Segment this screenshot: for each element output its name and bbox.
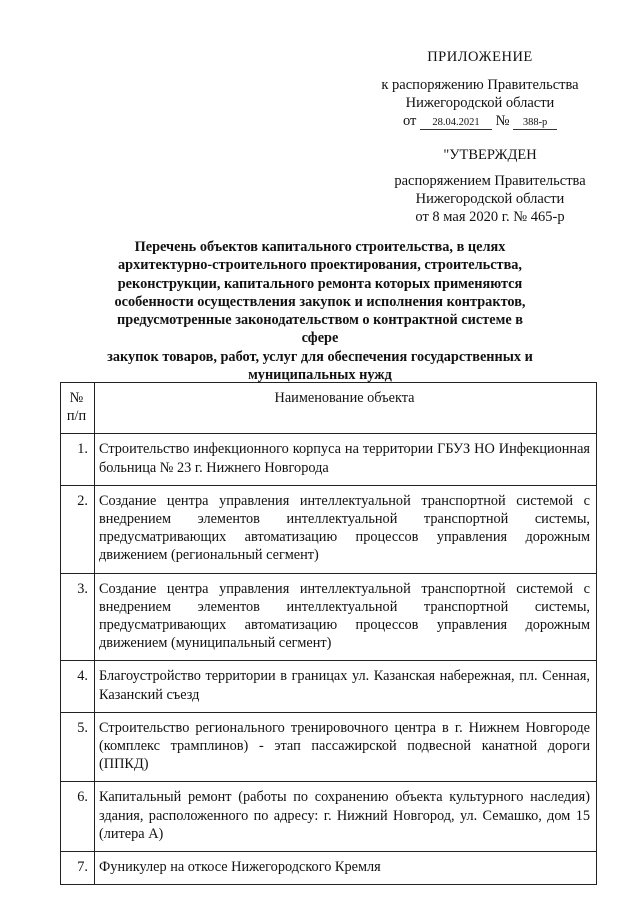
row-object-name: Строительство регионального тренировочного центра в г. Нижнем Новгороде (комплекс трамплинов) - этап пассажирской подвесной канатной дороги (ППКД) [95,712,597,782]
heading-line: Перечень объектов капитального строительства, в целях [134,239,506,255]
row-object-name: Благоустройство территории в границах ул. Казанская набережная, пл. Сенная, Казанский съезд [95,661,597,712]
table-row [61,485,597,573]
approved-line-3: от 8 мая 2020 г. № 465-р [415,209,565,225]
header-object-name: Наименование объекта [95,383,597,434]
row-object-name: Строительство инфекционного корпуса на территории ГБУЗ НО Инфекционная больница № 23 г. Нижнего Новгорода [95,434,597,485]
row-number: 4. [61,661,95,712]
row-number: 6. [61,782,95,852]
row-number: 2. [61,485,95,573]
number-label: № [495,113,510,129]
heading-line: реконструкции, капитального ремонта которых применяются [117,275,523,292]
heading-line: предусмотренные законодательством о контрактной системе в сфере [117,312,523,347]
approved-block [360,146,620,226]
order-date-field: 28.04.2021 [420,117,492,130]
order-number-field: 388-р [513,117,557,130]
row-number: 1. [61,434,95,485]
header-number-line-1: № [69,390,84,406]
appendix-order-line [330,112,630,130]
row-object-name: Фуникулер на откосе Нижегородского Кремля [95,852,597,885]
table-row [61,573,597,661]
heading-line: закупок товаров, работ, услуг для обеспечения государственных и [107,348,533,365]
row-object-name: Капитальный ремонт (работы по сохранению объекта культурного наследия) здания, расположенного по адресу: г. Нижний Новгород, ул. Семашко, дом 15 (литера А) [95,782,597,852]
appendix-title: ПРИЛОЖЕНИЕ [427,49,533,65]
appendix-line-2: Нижегородской области [405,95,555,111]
table-row [61,434,597,485]
row-object-name: Создание центра управления интеллектуальной транспортной системой с внедрением элементов интеллектуальной транспортной системы, предусматривающих автоматизацию процессов управления дорожным движением (муниципальный сегмент) [95,573,597,661]
from-label: от [402,113,417,129]
objects-table [60,382,597,885]
row-number: 7. [61,852,95,885]
approved-line-1: распоряжением Правительства [394,173,586,189]
approved-line-2: Нижегородской области [415,191,565,207]
table-row [61,782,597,852]
row-number: 3. [61,573,95,661]
table-row [61,712,597,782]
appendix-line-1: к распоряжению Правительства [381,77,579,93]
table-row [61,661,597,712]
heading-line: муниципальных нужд [248,367,392,384]
appendix-block [330,48,630,130]
approved-title: "УТВЕРЖДЕН [443,147,537,163]
heading-line: архитектурно-строительного проектирования, строительства, [117,257,523,274]
heading-line: особенности осуществления закупок и исполнения контрактов, [114,293,526,310]
table-row [61,852,597,885]
row-object-name: Создание центра управления интеллектуальной транспортной системой с внедрением элементов интеллектуальной транспортной системы, предусматривающих автоматизацию процессов управления дорожным движением (региональный сегмент) [95,485,597,573]
table-header-row [61,383,597,434]
header-number-line-2: п/п [66,408,87,425]
document-heading [100,238,540,384]
header-number [61,383,95,434]
row-number: 5. [61,712,95,782]
